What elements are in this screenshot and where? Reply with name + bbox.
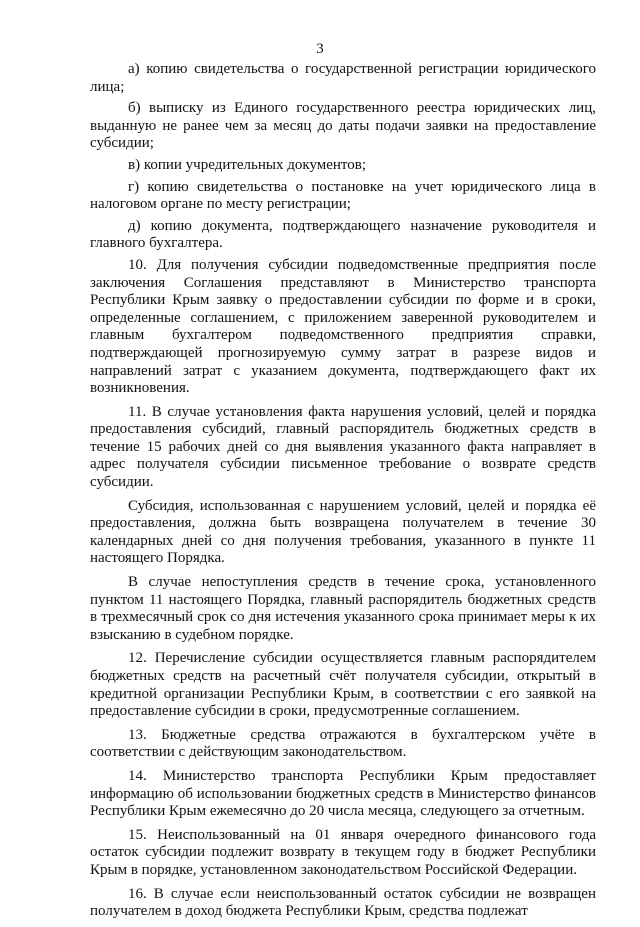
paragraph-10: 10. Для получения субсидии подведомственные предприятия после заключения Соглашения представляют в Министерство транспорта Республики Крым заявку о предоставлении субсидии по форме и в сроки, определенные соглашением, с приложением заверенной руководителем и главным бухгалтером подведомственного предприятия справки, подтверждающей прогнозируемую сумму затрат в разрезе видов и направлений затрат с указанием документа, подтверждающего факт их возникновения. bbox=[90, 256, 596, 397]
paragraph-11: 11. В случае установления факта нарушения условий, целей и порядка предоставления субсидий, главный распорядитель бюджетных средств в течение 15 рабочих дней со дня выявления указанного факта направляет в адрес получателя субсидии письменное требование о возврате средств субсидии. bbox=[90, 403, 596, 491]
paragraph-11-subsidy-return: Субсидия, использованная с нарушением условий, целей и порядка её предоставления, должна быть возвращена получателем в течение 30 календарных дней со дня получения требования, указанного в пункте 11 настоящего Порядка. bbox=[90, 497, 596, 567]
page-number: 3 bbox=[316, 41, 324, 57]
document-body bbox=[90, 61, 596, 927]
list-item-d: д) копию документа, подтверждающего назначение руководителя и главного бухгалтера. bbox=[90, 217, 596, 252]
paragraph-14: 14. Министерство транспорта Республики Крым предоставляет информацию об использовании бюджетных средств в Министерство финансов Республики Крым ежемесячно до 20 числа месяца, следующего за отчетным. bbox=[90, 767, 596, 820]
paragraph-12: 12. Перечисление субсидии осуществляется главным распорядителем бюджетных средств на расчетный счёт получателя субсидии, открытый в кредитной организации Республики Крым, в соответствии с его заявкой на предоставление субсидии в сроки, предусмотренные соглашением. bbox=[90, 650, 596, 720]
paragraph-16: 16. В случае если неиспользованный остаток субсидии не возвращен получателем в доход бюджета Республики Крым, средства подлежат bbox=[90, 885, 596, 920]
paragraph-11-nonreceipt: В случае непоступления средств в течение срока, установленного пунктом 11 настоящего Порядка, главный распорядитель бюджетных средств в трехмесячный срок со дня истечения указанного срока принимает меры к их взысканию в судебном порядке. bbox=[90, 574, 596, 643]
paragraph-15: 15. Неиспользованный на 01 января очередного финансового года остаток субсидии подлежит возврату в текущем году в бюджет Республики Крым в порядке, установленном законодательством Российской Федерации. bbox=[90, 826, 596, 878]
list-item-g: г) копию свидетельства о постановке на учет юридического лица в налоговом органе по месту регистрации; bbox=[90, 178, 596, 213]
list-item-v: в) копии учредительных документов; bbox=[128, 156, 367, 173]
list-item-b: б) выписку из Единого государственного реестра юридических лиц, выданную не ранее чем за месяц до даты подачи заявки на предоставление субсидии; bbox=[90, 100, 596, 152]
list-item-a: а) копию свидетельства о государственной регистрации юридического лица; bbox=[90, 61, 596, 95]
paragraph-13: 13. Бюджетные средства отражаются в бухгалтерском учёте в соответствии с действующим законодательством. bbox=[90, 726, 596, 761]
